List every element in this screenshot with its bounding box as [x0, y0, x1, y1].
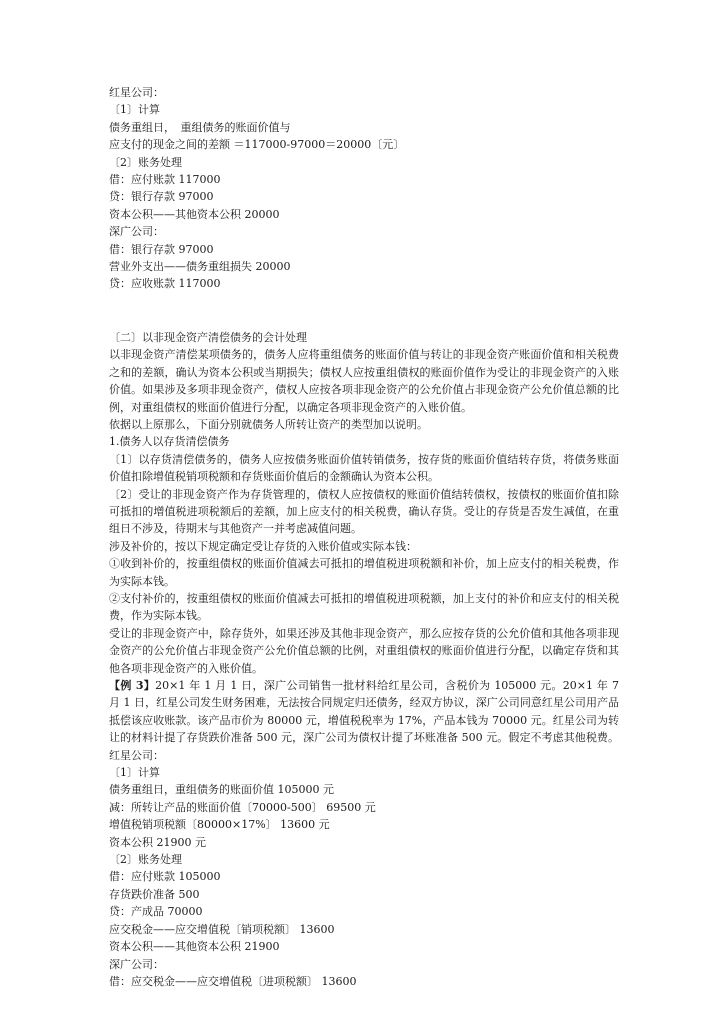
section-gap — [109, 293, 619, 329]
intro-paragraph: 以非现金资产清偿某项债务的，债务人应将重组债务的账面价值与转让的非现金资产账面价值和相关税费之和的差额，确认为资本公积或当期损失；债权人应按重组债权的账面价值作为受让的非现金资产的入账价值。如果涉及多项非现金资产，债权人应按各项非现金资产的公允价值占非现金资产公允价值总额的比例，对重组债权的账面价值进行分配，以确定各项非现金资产的入账价值。 — [109, 348, 619, 414]
calculation-line: 资本公积 21900 元 — [109, 835, 206, 849]
company-heading-shenguang: 深广公司： — [109, 225, 164, 239]
journal-entry-line: 资本公积——其他资本公积 21900 — [109, 940, 280, 954]
non-cash-asset-section — [109, 329, 619, 764]
step-accounting-label: 〔2〕账务处理 — [109, 155, 182, 169]
journal-entry-line: 借：银行存款 97000 — [109, 242, 214, 256]
step-calculation-label: 〔1〕计算 — [109, 766, 160, 780]
step-calculation-label: 〔1〕计算 — [109, 103, 160, 117]
step-accounting-label: 〔2〕账务处理 — [109, 853, 182, 867]
journal-entry-line: 贷：产成品 70000 — [109, 905, 203, 919]
section-heading: 〔二〕以非现金资产清偿债务的会计处理 — [109, 330, 307, 344]
example-body: 20×1 年 1 月 1 日，深广公司销售一批材料给红星公司，含税价为 105000 元。20×1 年 7 月 1 日，红星公司发生财务困难，无法按合同规定归还债务，经双方协议，深广公司同意红星公司用产品抵偿该应收账款。该产品市价为 80000 元，增值税税率为 17%，产品本钱为 70000 元。红星公司为转让的材料计提了存货跌价准备 500 元，深广公司为债权计提了坏账准备 500 元。假定不考虑其他税费。 红星公司： — [109, 679, 619, 762]
example-tag: 【例 3】 — [109, 679, 156, 692]
rule-paragraph-1: 〔1〕以存货清偿债务的，债务人应按债务账面价值转销债务，按存货的账面价值结转存货，将债务账面价值扣除增值税销项税额和存货账面价值后的金额确认为资本公积。 — [109, 452, 619, 484]
example-solution-block — [109, 764, 619, 990]
journal-entry-line: 贷：应收账款 117000 — [109, 277, 221, 291]
rule-paragraph-5: ②支付补价的，按重组债权的账面价值减去可抵扣的增值税进项税额，加上支付的补价和应支付的相关税费，作为实际本钱。 — [109, 591, 619, 623]
rule-paragraph-3: 涉及补价的，按以下规定确定受让存货的入账价值或实际本钱： — [109, 539, 417, 553]
journal-entry-line: 借：应付账款 117000 — [109, 173, 221, 187]
journal-entry-line: 存货跌价准备 500 — [109, 887, 200, 901]
journal-entry-line: 应交税金——应交增值税〔销项税额〕 13600 — [109, 922, 335, 936]
calculation-line: 债务重组日， 重组债务的账面价值与 — [109, 120, 291, 134]
rule-paragraph-2: 〔2〕受让的非现金资产作为存货管理的，债权人应按债权的账面价值结转债权，按债权的账面价值扣除可抵扣的增值税进项税额后的差额，加上应支付的相关税费，确认存货。受让的存货是否发生减值，在重组日不涉及，待期末与其他资产一并考虑减值问题。 — [109, 487, 619, 536]
rule-paragraph-4: ①收到补价的，按重组债权的账面价值减去可抵扣的增值税进项税额和补价，加上应支付的相关税费，作为实际本钱。 — [109, 557, 619, 588]
example-paragraph — [109, 677, 619, 764]
calculation-line: 增值税销项税额〔80000×17%〕 13600 元 — [109, 818, 330, 832]
journal-entry-line: 贷：银行存款 97000 — [109, 190, 214, 204]
lead-sentence: 依据以上原那么，下面分别就债务人所转让资产的类型加以说明。 — [109, 417, 428, 431]
company-heading-hongxing: 红星公司： — [109, 86, 164, 99]
journal-entry-line: 借：应交税金——应交增值税〔进项税额〕 13600 — [109, 974, 357, 988]
company-heading-shenguang: 深广公司： — [109, 957, 164, 971]
document-page — [109, 84, 619, 990]
calculation-line: 应支付的现金之间的差额 ＝117000-97000＝20000〔元〕 — [109, 138, 405, 152]
calculation-line: 债务重组日，重组债务的账面价值 105000 元 — [109, 783, 334, 797]
rule-paragraph-6: 受让的非现金资产中，除存货外，如果还涉及其他非现金资产，那么应按存货的公允价值和其他各项非现金资产的公允价值占非现金资产公允价值总额的比例，对重组债权的账面价值进行分配，以确定存货和其他各项非现金资产的入账价值。 — [109, 626, 619, 675]
journal-entry-line: 借：应付账款 105000 — [109, 870, 221, 884]
debtor-cash-settlement-block — [109, 84, 619, 293]
calculation-line: 减：所转让产品的账面价值〔70000-500〕 69500 元 — [109, 800, 376, 814]
journal-entry-line: 营业外支出——债务重组损失 20000 — [109, 260, 291, 274]
journal-entry-line: 资本公积——其他资本公积 20000 — [109, 207, 280, 221]
subsection-title: 1.债务人以存货清偿债务 — [109, 435, 230, 449]
